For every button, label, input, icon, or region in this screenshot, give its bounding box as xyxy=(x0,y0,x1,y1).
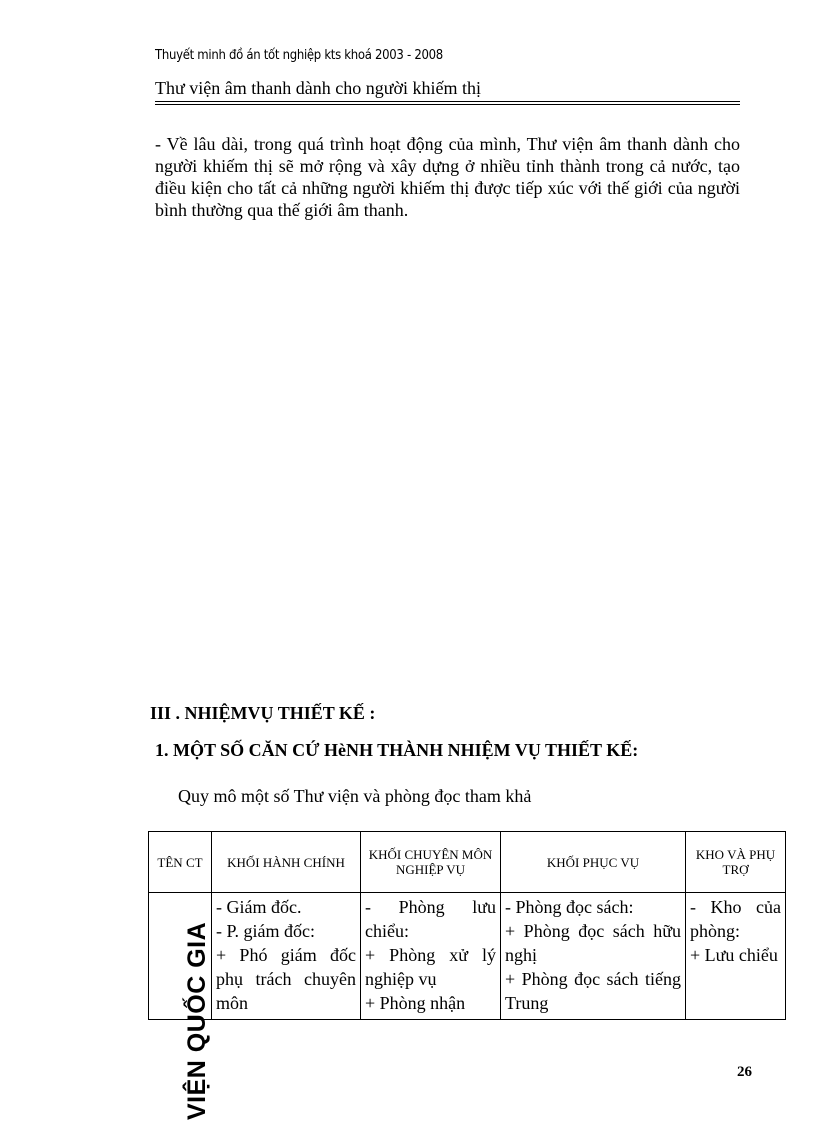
cell-line: - Phòng lưu chiểu: xyxy=(365,897,496,941)
cell-kho-phu-tro xyxy=(686,893,786,1020)
header-rule-top xyxy=(155,101,740,102)
header-ten-ct: TÊN CT xyxy=(149,832,212,893)
header-rule-bottom xyxy=(155,104,740,105)
table-header-row xyxy=(149,832,786,893)
cell-line: + Phó giám đốc phụ trách chuyên môn xyxy=(216,945,356,1013)
cell-khoi-chuyen-mon xyxy=(361,893,501,1020)
cell-line: + Phòng đọc sách hữu nghị xyxy=(505,921,681,965)
header-document-title: Thuyết minh đồ án tốt nghiệp kts khoá 2003 - 2008 xyxy=(155,48,443,63)
cell-line: + Phòng đọc sách tiếng Trung xyxy=(505,969,681,1013)
cell-khoi-hanh-chinh xyxy=(212,893,361,1020)
row-label-vertical: VIỆN QUỐC GIA xyxy=(183,921,211,1120)
page-number: 26 xyxy=(737,1064,752,1080)
cell-line: + Lưu chiểu xyxy=(690,945,778,965)
reference-table xyxy=(148,831,786,1020)
cell-line: - P. giám đốc: xyxy=(216,921,315,941)
cell-line: - Giám đốc. xyxy=(216,897,302,917)
cell-line: - Phòng đọc sách: xyxy=(505,897,634,917)
header-kho-phu-tro: KHO VÀ PHỤ TRỢ xyxy=(686,832,786,893)
table-intro: Quy mô một số Thư viện và phòng đọc tham khả xyxy=(178,786,532,806)
header-khoi-hanh-chinh: KHỐI HÀNH CHÍNH xyxy=(212,832,361,893)
cell-line: + Phòng xử lý nghiệp vụ xyxy=(365,945,496,989)
table-row xyxy=(149,893,786,1020)
header-khoi-chuyen-mon: KHỐI CHUYÊN MÔN NGHIỆP VỤ xyxy=(361,832,501,893)
subsection-heading: 1. MỘT SỐ CĂN CỨ HèNH THÀNH NHIỆM VỤ THIẾT KẾ: xyxy=(155,740,639,760)
cell-line: - Kho của phòng: xyxy=(690,897,781,941)
header-khoi-phuc-vu: KHỐI PHỤC VỤ xyxy=(501,832,686,893)
cell-line: + Phòng nhận xyxy=(365,993,466,1013)
body-paragraph: - Về lâu dài, trong quá trình hoạt động của mình, Thư viện âm thanh dành cho người khiếm thị sẽ mở rộng và xây dựng ở nhiều tỉnh thành trong cả nước, tạo điều kiện cho tất cả những người khiếm thị được tiếp xúc với thế giới của người bình thường qua thế giới âm thanh. xyxy=(155,134,740,220)
header-project-title: Thư viện âm thanh dành cho người khiếm thị xyxy=(155,78,481,98)
section-heading: III . NHIỆMVỤ THIẾT KẾ : xyxy=(150,703,376,723)
cell-khoi-phuc-vu xyxy=(501,893,686,1020)
